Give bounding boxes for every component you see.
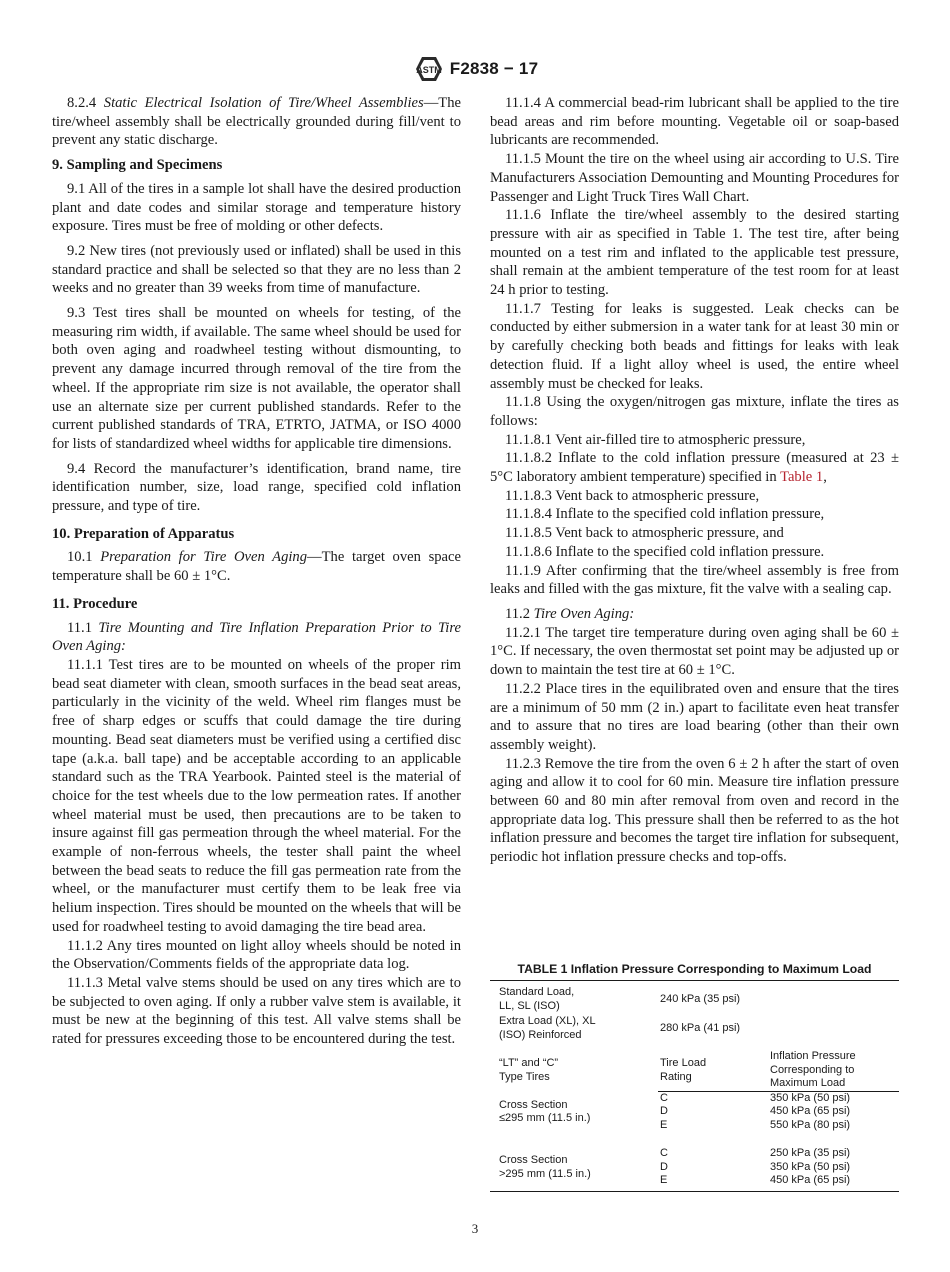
page-header	[0, 54, 950, 89]
paragraph-title: Static Electrical Isolation of Tire/Wheel Assemblies	[103, 95, 424, 111]
group-label: Cross Section	[499, 1154, 568, 1166]
paragraph-body: 11.1.8.2 Inflate to the cold inflation pressure (measured at 23 ± 5°C laboratory ambient temperature) specified in	[490, 450, 899, 486]
paragraph-title: Tire Mounting and Tire Inflation Preparation Prior to Tire Oven Aging:	[52, 619, 461, 655]
column-header: Maximum Load	[770, 1077, 846, 1089]
load-rating: C	[660, 1147, 668, 1159]
paragraph-9-4: 9.4 Record the manufacturer’s identification, brand name, tire identification number, size, load range, specified cold inflation pressure, and type of tire.	[52, 460, 461, 515]
paragraph-11-1-2: 11.1.2 Any tires mounted on light alloy wheels should be noted in the Observation/Comments fields of the appropriate data log.	[52, 937, 461, 973]
paragraph-number: 11.1	[67, 619, 92, 636]
paragraph-11-2-1: 11.2.1 The target tire temperature during oven aging shall be 60 ± 1°C. If necessary, the oven thermostat set point may be adjusted up or down to maintain the test tire at 60 ± 1°C.	[490, 624, 899, 679]
table-rule-bottom	[490, 1191, 899, 1192]
standard-designation: F2838 − 17	[449, 59, 539, 78]
left-column	[52, 94, 461, 1049]
load-rating: E	[660, 1174, 668, 1186]
table-1	[490, 962, 899, 1192]
inflation-pressure: 450 kPa (65 psi)	[770, 1105, 851, 1117]
group-label: Cross Section	[499, 1098, 568, 1111]
paragraph-11-2	[490, 605, 899, 624]
inflation-pressure: 450 kPa (65 psi)	[770, 1174, 851, 1186]
table-row-extra-load	[490, 1015, 899, 1042]
paragraph-title: Preparation for Tire Oven Aging	[100, 549, 308, 566]
table-caption: TABLE 1 Inflation Pressure Corresponding to Maximum Load	[517, 962, 872, 976]
group-label: ≤295 mm (11.5 in.)	[499, 1112, 591, 1124]
paragraph-8-2-4	[52, 94, 461, 150]
column-header: Inflation Pressure	[770, 1050, 856, 1062]
paragraph-body: —The target oven space temperature shall be 60 ± 1°C.	[52, 549, 461, 585]
row-value: 240 kPa (35 psi)	[660, 993, 741, 1005]
paragraph-9-3: 9.3 Test tires shall be mounted on wheels for testing, of the measuring rim width, if available. The same wheel should be used for both oven aging and roadwheel testing without dismounting, to prevent any damage incurred through removal of the tire from the wheel. If the appropriate rim size is not available, the operator shall use an alternate size per current published standards. Refer to the current published standards of TRA, ETRTO, JATMA, or ISO 4000 for lists of standardized wheel widths for applicable tire dimensions.	[52, 305, 461, 452]
paragraph-body: —The tire/wheel assembly shall be electrically grounded during fill/vent to prevent any static discharge.	[52, 95, 461, 149]
row-label: LL, SL (ISO)	[499, 999, 560, 1012]
paragraph-11-1-8-4: 11.1.8.4 Inflate to the specified cold inflation pressure,	[505, 506, 825, 523]
paragraph-11-1-8: 11.1.8 Using the oxygen/nitrogen gas mixture, inflate the tires as follows:	[490, 394, 899, 429]
column-header: Tire Load	[660, 1057, 707, 1069]
page-number: 3	[471, 1221, 479, 1236]
load-rating: D	[660, 1160, 668, 1173]
paragraph-11-1-8-6: 11.1.8.6 Inflate to the specified cold inflation pressure.	[505, 543, 825, 560]
group-label: >295 mm (11.5 in.)	[499, 1167, 591, 1180]
paragraph-9-1: 9.1 All of the tires in a sample lot shall have the desired production plant and date codes and similar storage and temperature history exposure. Tires must be free of molding or other defects.	[52, 180, 461, 235]
table-group-large-cross-section	[490, 1147, 899, 1188]
right-column	[490, 94, 899, 867]
row-label: (ISO) Reinforced	[499, 1028, 582, 1041]
paragraph-11-1-8-3: 11.1.8.3 Vent back to atmospheric pressure,	[505, 487, 760, 504]
section-heading-10: 10. Preparation of Apparatus	[52, 525, 235, 542]
table-group-small-cross-section	[490, 1092, 899, 1133]
table-row-standard-load	[490, 986, 899, 1013]
paragraph-number: 11.2	[505, 605, 530, 622]
astm-logo-icon	[412, 54, 446, 84]
load-rating: C	[660, 1091, 668, 1104]
section-heading-11: 11. Procedure	[52, 595, 138, 612]
row-label: Extra Load (XL), XL	[499, 1015, 596, 1027]
column-header: Type Tires	[499, 1070, 550, 1083]
svg-text:ASTM: ASTM	[416, 65, 442, 75]
paragraph-11-1-8-5: 11.1.8.5 Vent back to atmospheric pressure, and	[505, 525, 784, 542]
paragraph-11-1-8-1: 11.1.8.1 Vent air-filled tire to atmospheric pressure,	[505, 431, 806, 448]
row-value: 280 kPa (41 psi)	[660, 1022, 741, 1034]
paragraph-11-2-3: 11.2.3 Remove the tire from the oven 6 ± 2 h after the start of oven aging and allow it to cool for 60 min. Measure tire inflation pressure between 60 and 80 min after removal from oven and record in the appropriate data log. This pressure shall then be referred to as the hot inflation pressure and becomes the target tire inflation for subsequent, periodic hot inflation pressure checks and top-offs.	[490, 755, 899, 866]
inflation-pressure: 350 kPa (50 psi)	[770, 1160, 851, 1173]
row-label: Standard Load,	[499, 986, 575, 998]
load-rating: E	[660, 1118, 668, 1131]
table-header-row	[490, 1050, 899, 1091]
paragraph-11-1-1: 11.1.1 Test tires are to be mounted on wheels of the proper rim bead seat diameter with clean, smooth surfaces in the bead seat areas, particularly in the vicinity of the weld. Wheel rim flanges must be free of sharp edges or scuffs that could damage the tire during mounting. Bead seat diameters must be verified using a certified disc tape (a.k.a. ball tape) and be acceptable according to an applicable standard such as the TRA Yearbook. Painted steel is the material of choice for the test wheels due to the low permeation rates. If another wheel material must be used, then precautions are to be taken to insure against fill gas permeation through the wheel material. For the example of non-ferrous wheels, the tester shall paint the wheel between the bead seats to reduce the fill gas permeation rate from the wheel, or the manufacturer must certify them to be leak free via helium inspection. Tires should be mounted on the wheels that will be used for roadwheel testing to avoid damaging the tire bead area.	[52, 656, 461, 935]
load-rating: D	[660, 1105, 668, 1117]
inflation-pressure: 250 kPa (35 psi)	[770, 1147, 851, 1159]
column-header: Corresponding to	[770, 1063, 855, 1076]
section-heading-9: 9. Sampling and Specimens	[52, 157, 223, 174]
inflation-pressure: 350 kPa (50 psi)	[770, 1091, 851, 1104]
column-header: Rating	[660, 1070, 692, 1083]
paragraph-11-1	[52, 619, 461, 656]
paragraph-11-2-2: 11.2.2 Place tires in the equilibrated oven and ensure that the tires are a minimum of 50 mm (2 in.) apart to facilitate even heat transfer and to assure that no tires are load bearing (other than their own assembly weight).	[490, 680, 899, 753]
paragraph-11-1-4: 11.1.4 A commercial bead-rim lubricant shall be applied to the tire bead areas and rim before mounting. Vegetable oil or soap-based lubricants are recommended.	[490, 95, 899, 149]
paragraph-11-1-6: 11.1.6 Inflate the tire/wheel assembly to the desired starting pressure with air as specified in Table 1. The test tire, after being mounted on a test rim and inflated to the applicable test pressure, shall remain at the ambient temperature of the test room for at least 24 h prior to testing.	[490, 207, 899, 299]
paragraph-10-1	[52, 548, 461, 585]
paragraph-tail: ,	[823, 469, 827, 486]
table-1-link[interactable]: Table 1	[780, 469, 824, 486]
column-header: “LT” and “C”	[499, 1057, 559, 1069]
paragraph-number: 8.2.4	[67, 95, 97, 111]
paragraph-number: 10.1	[67, 549, 93, 566]
paragraph-title: Tire Oven Aging:	[533, 605, 635, 622]
inflation-pressure: 550 kPa (80 psi)	[770, 1118, 851, 1131]
paragraph-9-2: 9.2 New tires (not previously used or inflated) shall be used in this standard practice and shall be selected so that they are no less than 2 weeks and no greater than 39 weeks from time of manufacture.	[52, 242, 461, 297]
paragraph-11-1-7: 11.1.7 Testing for leaks is suggested. Leak checks can be conducted by either submersion in a water tank for at least 30 min or by carefully checking both beads and fittings for leaks with leak detection fluid. If a light alloy wheel is used, the entire wheel assembly must be checked for leaks.	[490, 300, 899, 392]
paragraph-11-1-5: 11.1.5 Mount the tire on the wheel using air according to U.S. Tire Manufacturers Association Demounting and Mounting Procedures for Passenger and Light Truck Tires Wall Chart.	[490, 151, 899, 205]
paragraph-11-1-9: 11.1.9 After confirming that the tire/wheel assembly is free from leaks and filled with the gas mixture, fit the valve with a sealing cap.	[490, 562, 899, 598]
paragraph-11-1-8-2	[490, 449, 899, 486]
table-rule-top	[490, 980, 899, 981]
paragraph-11-1-3: 11.1.3 Metal valve stems should be used on any tires which are to be subjected to oven aging. If only a rubber valve stem is available, it must be new at the beginning of this test. All valve stems shall be rated for pressures exceeding those to be encountered during the test.	[52, 974, 461, 1048]
